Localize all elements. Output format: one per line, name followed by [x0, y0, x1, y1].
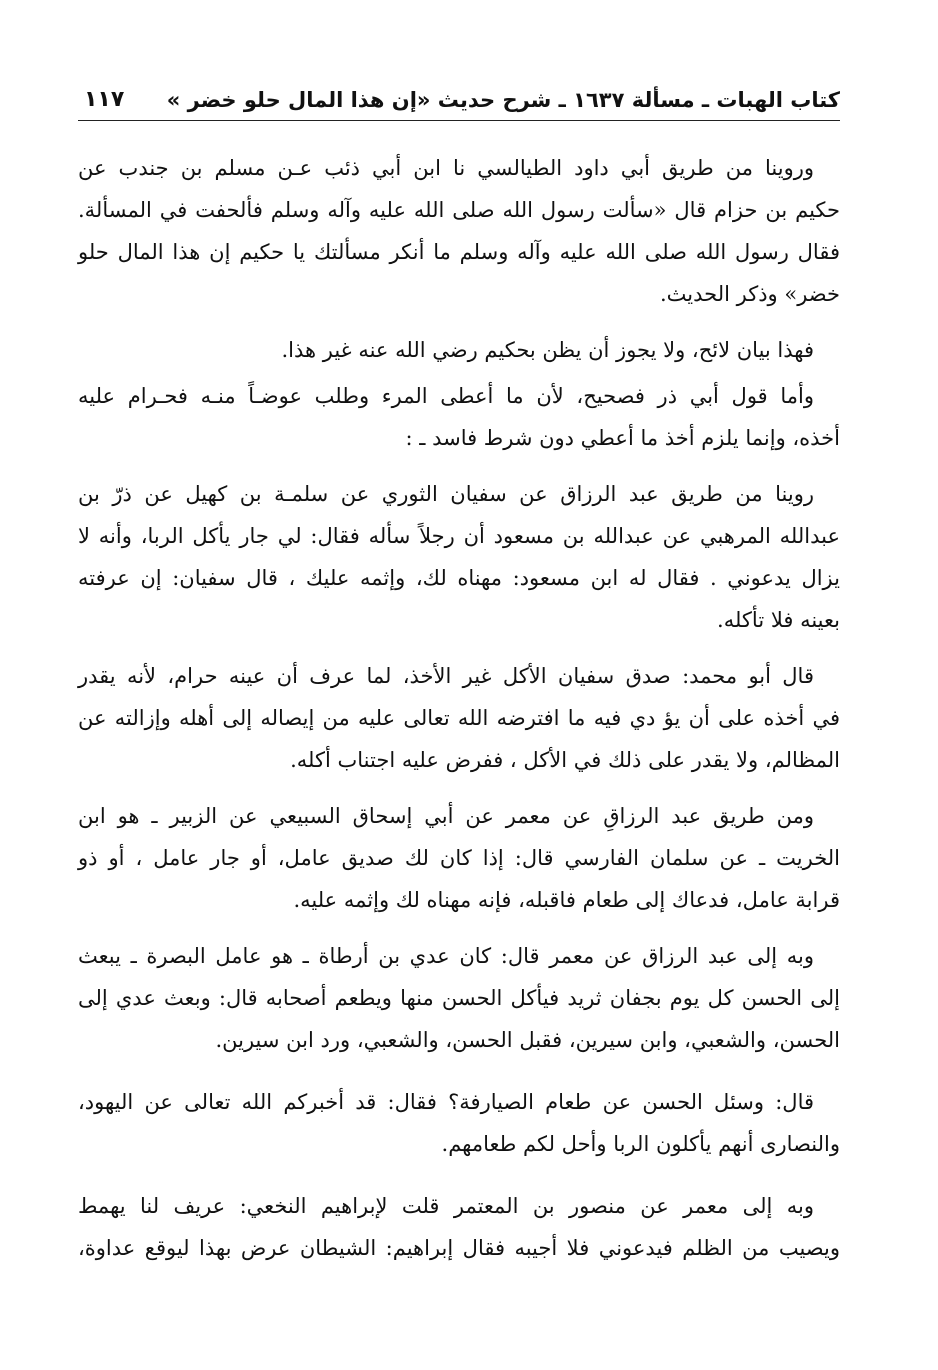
- text-line: أخذه، وإنما يلزم أخذ ما أعطي دون شرط فاسد ـ :: [405, 426, 840, 450]
- page-number: ١١٧: [84, 87, 125, 112]
- text-line: فقال رسول الله صلى الله عليه وآله وسلم ما أنكر مسألتك يا حكيم إن هذا المال حلو: [78, 240, 840, 264]
- text-line: بعينه فلا تأكله.: [717, 608, 840, 632]
- text-line: قال أبو محمد: صدق سفيان الأكل غير الأخذ، لما عرف أن عينه حرام، لأنه يقدر: [78, 664, 814, 688]
- text-line: قرابة عامل، فدعاك إلى طعام فاقبله، فإنه مهناه لك وإثمه عليه.: [293, 888, 840, 912]
- book-page: [78, 70, 840, 1340]
- text-line: قال: وسئل الحسن عن طعام الصيارفة؟ فقال: قد أخبركم الله تعالى عن اليهود،: [78, 1090, 814, 1114]
- paragraph: [78, 655, 840, 781]
- text-line: عبدالله المرهبي عن عبدالله بن مسعود أن رجلاً سأله فقال: لي جار يأكل الربا، وأنه لا: [78, 524, 841, 548]
- text-line: ومن طريق عبد الرزاقِ عن معمر عن أبي إسحاق السبيعي عن الزبير ـ هو ابن: [78, 804, 814, 828]
- text-line: ويصيب من الظلم فيدعوني فلا أجيبه فقال إبراهيم: الشيطان عرض بهذا ليوقع عداوة،: [78, 1236, 840, 1260]
- paragraph: [78, 1185, 840, 1269]
- paragraph: [78, 473, 840, 641]
- text-line: وبه إلى عبد الرزاق عن معمر قال: كان عدي بن أرطاة ـ هو عامل البصرة ـ يبعث: [78, 944, 814, 968]
- paragraph: [78, 329, 840, 371]
- text-line: وروينا من طريق أبي داود الطيالسي نا ابن أبي ذئب عـن مسلم بن جندب عن: [78, 156, 814, 180]
- paragraph: [78, 1081, 840, 1165]
- running-header: [78, 70, 840, 121]
- body-text: [78, 147, 840, 1269]
- paragraph: [78, 375, 840, 459]
- text-line: في أخذه على أن يؤ دي فيه ما افترضه الله تعالى عليه من إيصاله إلى أهله وإزالته عن: [78, 706, 840, 730]
- text-line: وبه إلى معمر عن منصور بن المعتمر قلت لإبراهيم النخعي: عريف لنا يهمط: [78, 1194, 814, 1218]
- paragraph: [78, 935, 840, 1061]
- text-line: يزال يدعوني . فقال له ابن مسعود: مهناه لك، وإثمه عليك ، قال سفيان: إن عرفته: [78, 566, 840, 590]
- text-line: خضر» وذكر الحديث.: [659, 282, 840, 306]
- text-line: روينا من طريق عبد الرزاق عن سفيان الثوري عن سلمـة بن كهيل عن ذرّ بن: [78, 482, 814, 506]
- text-line: الحسن، والشعبي، وابن سيرين، فقبل الحسن، والشعبي، ورد ابن سيرين.: [215, 1028, 840, 1052]
- text-line: الخريت ـ عن سلمان الفارسي قال: إذا كان لك صديق عامل، أو جار عامل ، أو ذو: [78, 846, 840, 870]
- paragraph: [78, 147, 840, 315]
- text-line: فهذا بيان لائح، ولا يجوز أن يظن بحكيم رضي الله عنه غير هذا.: [281, 338, 814, 362]
- text-line: المظالم، ولا يقدر على ذلك في الأكل ، ففرض عليه اجتناب أكله.: [290, 748, 840, 772]
- chapter-title: كتاب الهبات ـ مسألة ١٦٣٧ ـ شرح حديث «إن هذا المال حلو خضر »: [166, 88, 840, 112]
- text-line: إلى الحسن كل يوم بجفان ثريد فيأكل الحسن منها ويطعم أصحابه قال: وبعث عدي إلى: [78, 986, 841, 1010]
- text-line: حكيم بن حزام قال «سألت رسول الله صلى الله عليه وآله وسلم فألحفت في المسألة.: [78, 198, 840, 222]
- paragraph: [78, 795, 840, 921]
- text-line: والنصارى أنهم يأكلون الربا وأحل لكم طعامهم.: [441, 1132, 840, 1156]
- text-line: وأما قول أبي ذر فصحيح، لأن ما أعطى المرء وطلب عوضـاً منـه فحـرام عليه: [78, 384, 814, 408]
